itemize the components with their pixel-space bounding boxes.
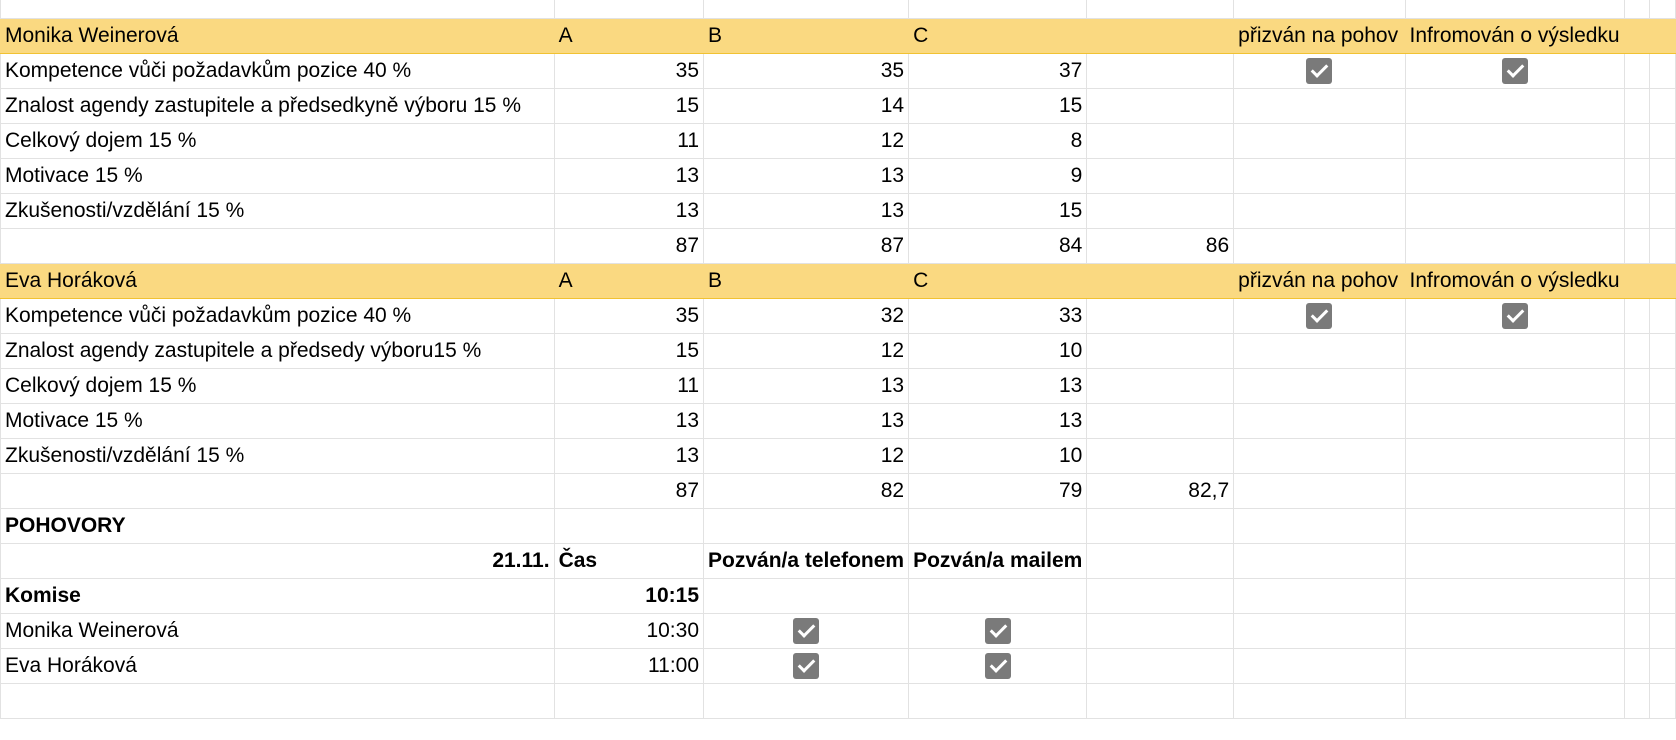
score-a[interactable]: 13 [554,158,703,193]
empty-cell[interactable] [1087,298,1234,333]
empty-cell[interactable] [909,578,1087,613]
informed-header[interactable]: Infromován o výsledku [1405,263,1624,298]
empty-cell[interactable] [1087,508,1234,543]
phone-checkbox-cell[interactable] [704,613,909,648]
interview-person-row [1,613,1676,648]
score-c[interactable]: 13 [909,368,1087,403]
interview-time[interactable]: 10:30 [554,613,703,648]
empty-row [1,683,1676,718]
score-b[interactable]: 35 [704,53,909,88]
committee-label[interactable]: Komise [1,578,555,613]
evaluator-a-header[interactable]: A [554,18,703,53]
empty-cell[interactable] [1234,508,1405,543]
empty-cell[interactable] [1650,438,1676,473]
empty-cell[interactable] [1624,543,1650,578]
evaluator-b-header[interactable]: B [704,18,909,53]
informed-header[interactable]: Infromován o výsledku [1405,18,1624,53]
score-c[interactable]: 8 [909,123,1087,158]
mail-checkbox-cell[interactable] [909,613,1087,648]
checkbox-checked-icon[interactable] [1502,58,1528,84]
empty-header-cell[interactable] [1624,263,1650,298]
empty-cell[interactable] [1624,228,1650,263]
informed-checkbox-cell[interactable] [1405,403,1624,438]
invited-checkbox-cell[interactable] [1234,158,1405,193]
criterion-label[interactable]: Kompetence vůči požadavkům pozice 40 % [1,298,555,333]
empty-cell[interactable] [1650,473,1676,508]
score-a[interactable]: 15 [554,88,703,123]
score-c[interactable]: 15 [909,193,1087,228]
empty-cell[interactable] [1650,158,1676,193]
evaluator-c-header[interactable]: C [909,18,1087,53]
strip-cell[interactable] [1,0,555,18]
empty-cell[interactable] [1405,683,1624,718]
empty-cell[interactable] [704,508,909,543]
informed-checkbox-cell[interactable] [1405,298,1624,333]
evaluator-b-header[interactable]: B [704,263,909,298]
empty-cell[interactable] [1087,193,1234,228]
empty-cell[interactable] [1624,508,1650,543]
person-name[interactable]: Eva Horáková [1,648,555,683]
score-c[interactable]: 9 [909,158,1087,193]
informed-checkbox-cell[interactable] [1405,438,1624,473]
empty-cell[interactable] [1087,438,1234,473]
empty-cell[interactable] [1405,508,1624,543]
empty-cell[interactable] [1405,578,1624,613]
score-a[interactable]: 35 [554,298,703,333]
empty-cell[interactable] [1087,368,1234,403]
empty-cell[interactable] [1087,648,1234,683]
interview-date[interactable]: 21.11. [1,543,555,578]
checkbox-checked-icon[interactable] [1306,303,1332,329]
strip-cell[interactable] [554,0,703,18]
criterion-row [1,403,1676,438]
criterion-row [1,298,1676,333]
empty-cell[interactable] [1650,648,1676,683]
empty-cell[interactable] [1650,123,1676,158]
empty-cell[interactable] [1234,578,1405,613]
invited-checkbox-cell[interactable] [1234,53,1405,88]
empty-cell[interactable] [1,473,555,508]
empty-cell[interactable] [1624,333,1650,368]
total-a[interactable]: 87 [554,473,703,508]
score-b[interactable]: 12 [704,333,909,368]
empty-cell[interactable] [1624,578,1650,613]
strip-cell[interactable] [1234,0,1405,18]
criterion-label[interactable]: Celkový dojem 15 % [1,368,555,403]
interviews-title[interactable]: POHOVORY [1,508,555,543]
empty-cell[interactable] [1087,543,1234,578]
invited-header[interactable]: přizván na pohov [1234,263,1405,298]
score-a[interactable]: 11 [554,123,703,158]
committee-row [1,578,1676,613]
score-a[interactable]: 13 [554,403,703,438]
score-a[interactable]: 13 [554,438,703,473]
score-a[interactable]: 11 [554,368,703,403]
empty-cell[interactable] [909,683,1087,718]
criterion-label[interactable]: Celkový dojem 15 % [1,123,555,158]
informed-checkbox-cell[interactable] [1405,158,1624,193]
criterion-label[interactable]: Zkušenosti/vzdělání 15 % [1,438,555,473]
criterion-row [1,123,1676,158]
total-c[interactable]: 84 [909,228,1087,263]
criterion-label[interactable]: Znalost agendy zastupitele a předsedy výboru15 % [1,333,555,368]
score-a[interactable]: 35 [554,53,703,88]
score-b[interactable]: 13 [704,403,909,438]
score-b[interactable]: 12 [704,123,909,158]
phone-checkbox-cell[interactable] [704,648,909,683]
total-b[interactable]: 87 [704,228,909,263]
score-b[interactable]: 13 [704,193,909,228]
score-c[interactable]: 10 [909,333,1087,368]
empty-cell[interactable] [1624,613,1650,648]
empty-cell[interactable] [1624,438,1650,473]
score-c[interactable]: 33 [909,298,1087,333]
empty-cell[interactable] [1405,473,1624,508]
checkbox-checked-icon[interactable] [793,653,819,679]
score-b[interactable]: 13 [704,158,909,193]
empty-cell[interactable] [1405,648,1624,683]
empty-cell[interactable] [1624,88,1650,123]
empty-header-cell[interactable] [1087,18,1234,53]
criterion-label[interactable]: Zkušenosti/vzdělání 15 % [1,193,555,228]
empty-header-cell[interactable] [1650,18,1676,53]
empty-header-cell[interactable] [1087,263,1234,298]
empty-cell[interactable] [554,683,703,718]
candidate-header-row [1,18,1676,53]
empty-cell[interactable] [1624,193,1650,228]
invited-checkbox-cell[interactable] [1234,123,1405,158]
criterion-label[interactable]: Znalost agendy zastupitele a předsedkyně výboru 15 % [1,88,555,123]
strip-cell[interactable] [909,0,1087,18]
candidate-name[interactable]: Monika Weinerová [1,18,555,53]
empty-cell[interactable] [1650,683,1676,718]
interviews-header-row [1,543,1676,578]
checkbox-checked-icon[interactable] [985,618,1011,644]
invited-checkbox-cell[interactable] [1234,438,1405,473]
criterion-label[interactable]: Motivace 15 % [1,158,555,193]
informed-checkbox-cell[interactable] [1405,88,1624,123]
empty-cell[interactable] [1650,53,1676,88]
empty-cell[interactable] [1234,683,1405,718]
totals-row [1,473,1676,508]
informed-checkbox-cell[interactable] [1405,193,1624,228]
empty-cell[interactable] [1087,158,1234,193]
informed-checkbox-cell[interactable] [1405,368,1624,403]
invited-checkbox-cell[interactable] [1234,298,1405,333]
score-c[interactable]: 37 [909,53,1087,88]
score-c[interactable]: 15 [909,88,1087,123]
score-a[interactable]: 15 [554,333,703,368]
empty-cell[interactable] [704,683,909,718]
total-a[interactable]: 87 [554,228,703,263]
interview-person-row [1,648,1676,683]
empty-cell[interactable] [1624,123,1650,158]
score-b[interactable]: 13 [704,368,909,403]
empty-cell[interactable] [1624,53,1650,88]
empty-cell[interactable] [1650,193,1676,228]
criterion-row [1,333,1676,368]
empty-cell[interactable] [1405,613,1624,648]
score-b[interactable]: 14 [704,88,909,123]
strip-cell[interactable] [1087,0,1234,18]
average-score[interactable]: 86 [1087,228,1234,263]
empty-cell[interactable] [1650,88,1676,123]
committee-time[interactable]: 10:15 [554,578,703,613]
score-c[interactable]: 10 [909,438,1087,473]
top-strip-row [1,0,1676,18]
mail-checkbox-cell[interactable] [909,648,1087,683]
empty-cell[interactable] [1087,333,1234,368]
empty-cell[interactable] [1624,158,1650,193]
criterion-label[interactable]: Motivace 15 % [1,403,555,438]
criterion-row [1,438,1676,473]
score-b[interactable]: 12 [704,438,909,473]
empty-cell[interactable] [1234,543,1405,578]
invited-checkbox-cell[interactable] [1234,193,1405,228]
empty-cell[interactable] [1650,333,1676,368]
criterion-label[interactable]: Kompetence vůči požadavkům pozice 40 % [1,53,555,88]
strip-cell[interactable] [1650,0,1676,18]
empty-cell[interactable] [1650,613,1676,648]
empty-cell[interactable] [1650,368,1676,403]
invited-checkbox-cell[interactable] [1234,368,1405,403]
phone-header[interactable]: Pozván/a telefonem [704,543,909,578]
grid-body [1,0,1676,718]
totals-row [1,228,1676,263]
empty-cell[interactable] [1087,403,1234,438]
empty-cell[interactable] [554,508,703,543]
checkbox-checked-icon[interactable] [1502,303,1528,329]
empty-cell[interactable] [1234,648,1405,683]
criterion-row [1,368,1676,403]
empty-cell[interactable] [1624,298,1650,333]
interview-time[interactable]: 11:00 [554,648,703,683]
evaluator-a-header[interactable]: A [554,263,703,298]
total-b[interactable]: 82 [704,473,909,508]
empty-cell[interactable] [1624,473,1650,508]
invited-checkbox-cell[interactable] [1234,333,1405,368]
empty-cell[interactable] [1,683,555,718]
empty-cell[interactable] [1624,368,1650,403]
strip-cell[interactable] [1624,0,1650,18]
empty-cell[interactable] [1,228,555,263]
empty-cell[interactable] [1087,683,1234,718]
checkbox-checked-icon[interactable] [985,653,1011,679]
empty-cell[interactable] [1650,578,1676,613]
empty-cell[interactable] [1650,403,1676,438]
invited-checkbox-cell[interactable] [1234,403,1405,438]
empty-cell[interactable] [1650,298,1676,333]
interviews-title-row [1,508,1676,543]
checkbox-checked-icon[interactable] [793,618,819,644]
empty-cell[interactable] [1087,88,1234,123]
average-score[interactable]: 82,7 [1087,473,1234,508]
evaluator-c-header[interactable]: C [909,263,1087,298]
criterion-row [1,158,1676,193]
empty-header-cell[interactable] [1624,18,1650,53]
total-c[interactable]: 79 [909,473,1087,508]
empty-cell[interactable] [1405,543,1624,578]
mail-header[interactable]: Pozván/a mailem [909,543,1087,578]
time-header[interactable]: Čas [554,543,703,578]
empty-cell[interactable] [1234,613,1405,648]
invited-header[interactable]: přizván na pohov [1234,18,1405,53]
criterion-row [1,193,1676,228]
empty-cell[interactable] [1405,228,1624,263]
empty-cell[interactable] [1650,543,1676,578]
empty-cell[interactable] [1624,648,1650,683]
invited-checkbox-cell[interactable] [1234,88,1405,123]
empty-cell[interactable] [1624,403,1650,438]
strip-cell[interactable] [1405,0,1624,18]
empty-cell[interactable] [1087,123,1234,158]
empty-cell[interactable] [1650,228,1676,263]
empty-cell[interactable] [704,578,909,613]
person-name[interactable]: Monika Weinerová [1,613,555,648]
empty-cell[interactable] [1624,683,1650,718]
empty-cell[interactable] [1650,508,1676,543]
empty-cell[interactable] [1087,613,1234,648]
score-b[interactable]: 32 [704,298,909,333]
score-c[interactable]: 13 [909,403,1087,438]
empty-cell[interactable] [909,508,1087,543]
empty-cell[interactable] [1087,53,1234,88]
empty-cell[interactable] [1234,228,1405,263]
score-a[interactable]: 13 [554,193,703,228]
candidate-header-row [1,263,1676,298]
strip-cell[interactable] [704,0,909,18]
empty-cell[interactable] [1087,578,1234,613]
informed-checkbox-cell[interactable] [1405,333,1624,368]
checkbox-checked-icon[interactable] [1306,58,1332,84]
informed-checkbox-cell[interactable] [1405,123,1624,158]
empty-header-cell[interactable] [1650,263,1676,298]
criterion-row [1,53,1676,88]
candidate-name[interactable]: Eva Horáková [1,263,555,298]
criterion-row [1,88,1676,123]
empty-cell[interactable] [1234,473,1405,508]
informed-checkbox-cell[interactable] [1405,53,1624,88]
